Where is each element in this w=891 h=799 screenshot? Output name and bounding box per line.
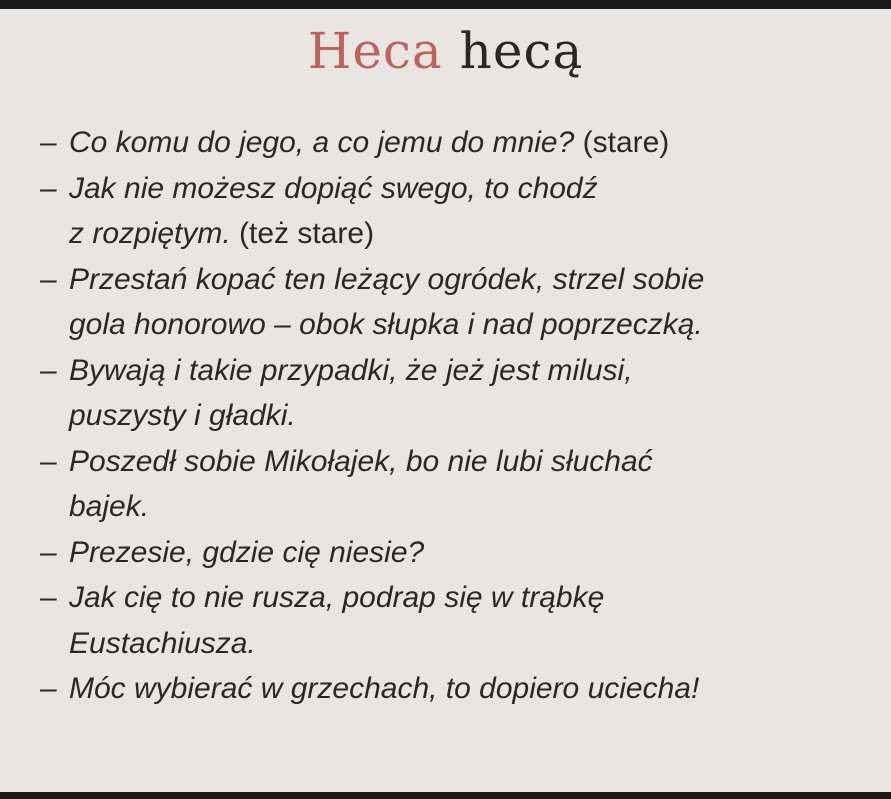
item-note: (też stare) — [239, 217, 375, 250]
list-item — [40, 666, 704, 712]
list-item-continuation — [40, 621, 704, 667]
item-dash: – — [40, 581, 57, 614]
list-item-continuation — [40, 484, 704, 530]
item-text: Co komu do jego, a co jemu do mnie? — [69, 126, 583, 159]
list-item — [40, 439, 704, 485]
item-text: gola honorowo – obok słupka i nad poprzeczką. — [69, 308, 703, 341]
item-dash: – — [40, 171, 57, 205]
jokes-list — [40, 120, 704, 712]
title-word-2: hecą — [459, 22, 584, 80]
item-text: Móc wybierać w grzechach, to dopiero uciecha! — [69, 672, 700, 705]
list-item — [40, 530, 704, 576]
list-item — [40, 348, 704, 394]
item-text: Przestań kopać ten leżący ogródek, strzel sobie — [69, 262, 705, 296]
item-dash: – — [40, 126, 57, 159]
item-text: puszysty i gładki. — [69, 399, 296, 432]
item-dash: – — [40, 444, 57, 478]
list-item — [40, 166, 704, 212]
list-item — [40, 257, 704, 303]
item-text: Jak cię to nie rusza, podrap się w trąbkę — [69, 581, 605, 614]
item-dash: – — [40, 535, 57, 569]
list-item-continuation — [40, 393, 704, 439]
item-text: Poszedł sobie Mikołajek, bo nie lubi słuchać — [69, 444, 653, 478]
item-text: z rozpiętym. — [69, 217, 240, 250]
title-word-1: Heca — [307, 22, 443, 80]
item-text: Jak nie możesz dopiąć swego, to chodź — [69, 171, 598, 205]
list-item-continuation — [40, 302, 704, 348]
list-item — [40, 120, 704, 166]
page — [0, 9, 891, 792]
item-text: Bywają i takie przypadki, że jeż jest milusi, — [69, 353, 633, 387]
item-note: (stare) — [582, 126, 670, 159]
item-text: Prezesie, gdzie cię niesie? — [69, 535, 425, 569]
list-item-continuation — [40, 211, 704, 257]
list-item — [40, 575, 704, 621]
item-text: Eustachiusza. — [69, 626, 256, 660]
item-dash: – — [40, 672, 57, 705]
item-text: bajek. — [69, 490, 150, 523]
item-dash: – — [40, 262, 57, 296]
item-dash: – — [40, 353, 57, 387]
page-title — [0, 21, 891, 81]
